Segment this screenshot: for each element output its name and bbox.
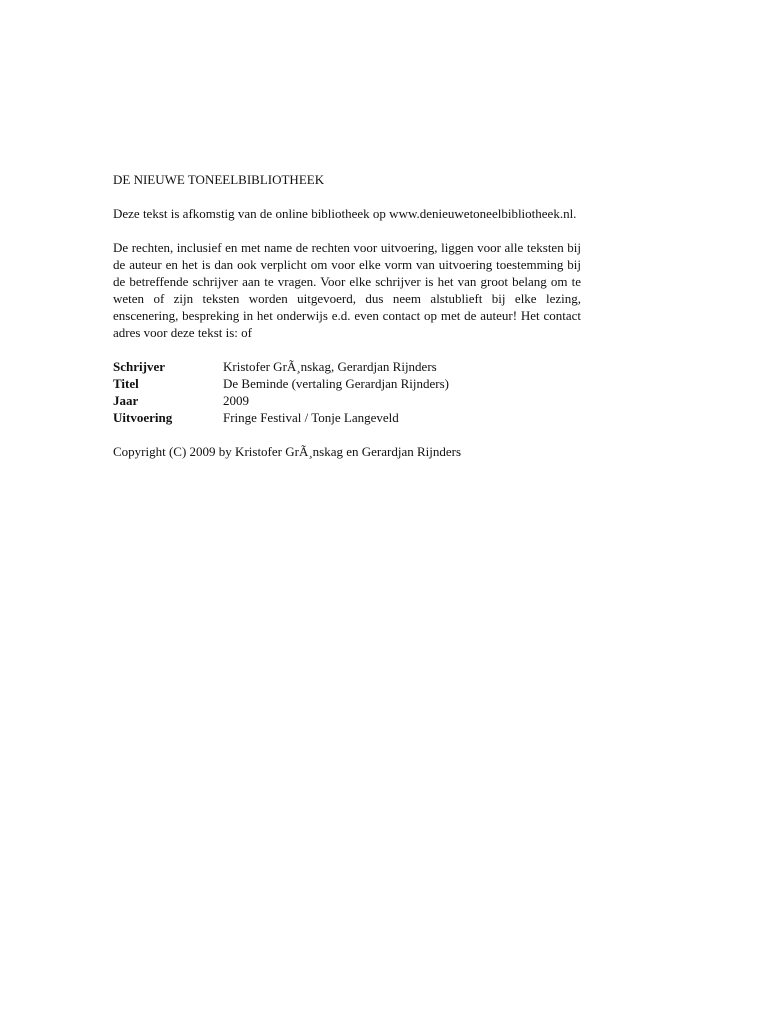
meta-label-uitvoering: Uitvoering: [113, 410, 173, 425]
metadata-table: [113, 358, 581, 426]
meta-label-schrijver: Schrijver: [113, 359, 165, 374]
rights-paragraph: De rechten, inclusief en met name de rechten voor uitvoering, liggen voor alle teksten bij de auteur en het is dan ook verplicht om voor elke vorm van uitvoering toestemming bij de betreffende schrijver aan te vragen. Voor elke schrijver is het van groot belang om te weten of zijn teksten worden uitgevoerd, dus neem alstublieft bij elke lezing, enscenering, bespreking in het onderwijs e.d. even contact op met de auteur! Het contact adres voor deze tekst is: of: [113, 240, 581, 340]
meta-value-uitvoering: Fringe Festival / Tonje Langeveld: [223, 410, 399, 425]
copyright-line: Copyright (C) 2009 by Kristofer GrÃ¸nskag en Gerardjan Rijnders: [113, 444, 462, 459]
meta-label-titel: Titel: [113, 376, 139, 391]
document-heading: DE NIEUWE TONEELBIBLIOTHEEK: [113, 172, 325, 187]
meta-value-titel: De Beminde (vertaling Gerardjan Rijnders): [223, 376, 449, 391]
meta-value-schrijver: Kristofer GrÃ¸nskag, Gerardjan Rijnders: [223, 359, 437, 374]
document-page: [113, 171, 581, 460]
source-paragraph: Deze tekst is afkomstig van de online bibliotheek op www.denieuwetoneelbibliotheek.nl.: [113, 206, 577, 221]
meta-value-jaar: 2009: [223, 393, 249, 408]
meta-label-jaar: Jaar: [113, 393, 139, 408]
